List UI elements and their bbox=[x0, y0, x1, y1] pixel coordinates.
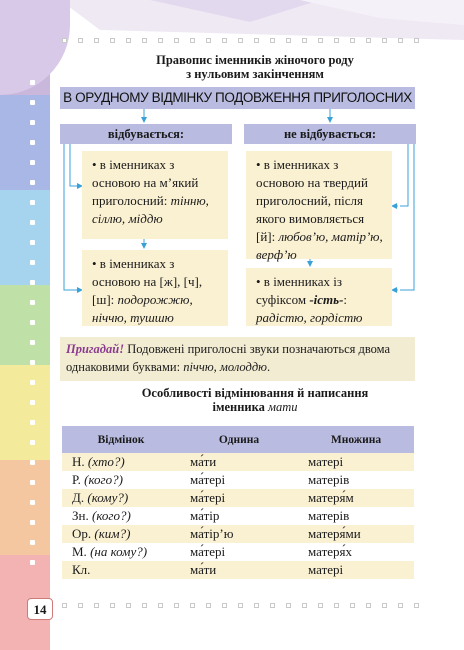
rule-box-hard-consonant bbox=[246, 151, 392, 262]
rainbow-side-bar bbox=[0, 0, 50, 650]
singular-cell: ма́тері bbox=[190, 472, 226, 487]
rule-text: • в іменниках з основою на твердий приголосний, після якого вимовляється [й]: bbox=[256, 157, 368, 244]
main-rule-header: В ОРУДНОМУ ВІДМІНКУ ПОДОВЖЕННЯ ПРИГОЛОСНИХ bbox=[60, 87, 415, 109]
rule-examples: радістю, гордістю bbox=[256, 310, 363, 325]
header-singular: Однина bbox=[180, 426, 298, 453]
plural-cell: матерів bbox=[308, 508, 350, 523]
case-cell: М. (на кому?) bbox=[72, 544, 148, 559]
rule-text: • в іменниках з основою на [ж], [ч], [ш]: bbox=[92, 256, 203, 307]
plural-cell: матері bbox=[298, 561, 414, 579]
table-row bbox=[62, 453, 414, 471]
singular-cell: ма́ти bbox=[180, 561, 298, 579]
rule-suffix: -ість- bbox=[309, 292, 344, 307]
recall-end: . bbox=[266, 360, 271, 374]
page-title-line1: Правопис іменників жіночого роду bbox=[156, 53, 354, 67]
page-number: 14 bbox=[27, 598, 53, 620]
rule-box-hissing-consonant bbox=[82, 250, 228, 326]
page-title-line2: з нульовим закінченням bbox=[186, 67, 324, 81]
table-row bbox=[62, 489, 414, 507]
case-cell: Кл. bbox=[62, 561, 180, 579]
recall-label: Пригадай! bbox=[66, 342, 125, 356]
plural-cell: матеря́м bbox=[298, 489, 414, 507]
table-row bbox=[62, 507, 414, 525]
table-row bbox=[62, 471, 414, 489]
singular-cell: ма́тері bbox=[180, 489, 298, 507]
rule-examples: подорожжю, ніччю, тушшю bbox=[92, 292, 193, 325]
table-title-word: мати bbox=[268, 400, 298, 414]
rule-examples: любов’ю, матір’ю, верф’ю bbox=[256, 229, 383, 262]
top-dotted-row bbox=[62, 38, 422, 44]
singular-cell: ма́тір bbox=[190, 508, 220, 523]
bottom-dotted-row bbox=[62, 603, 422, 609]
table-header-row bbox=[62, 426, 414, 453]
rule-text-colon: : bbox=[343, 292, 348, 307]
table-title bbox=[60, 386, 450, 414]
table-title-line1: Особливості відмінювання й написання bbox=[141, 386, 369, 400]
case-cell: Ор. (ким?) bbox=[62, 525, 180, 543]
rule-box-soft-consonant bbox=[82, 151, 228, 239]
plural-cell: матеря́х bbox=[308, 544, 353, 559]
table-row bbox=[62, 561, 414, 579]
declension-table bbox=[62, 426, 414, 579]
rule-box-suffix bbox=[246, 268, 392, 326]
plural-cell: матері bbox=[298, 453, 414, 471]
rule-examples: тінню, сіллю, міддю bbox=[92, 193, 209, 226]
plural-cell: матерів bbox=[308, 472, 350, 487]
case-cell: Р. (кого?) bbox=[72, 472, 123, 487]
plural-cell: матеря́ми bbox=[298, 525, 414, 543]
recall-examples: піччю, молоддю bbox=[183, 360, 267, 374]
header-plural: Множина bbox=[298, 426, 414, 453]
case-cell: Д. (кому?) bbox=[62, 489, 180, 507]
page-title bbox=[60, 53, 450, 81]
occurs-header: відбувається: bbox=[60, 124, 232, 144]
table-title-prefix: іменника bbox=[212, 400, 268, 414]
singular-cell: ма́тір’ю bbox=[180, 525, 298, 543]
rule-text: • в іменниках із суфіксом bbox=[256, 274, 343, 307]
case-cell: Зн. (кого?) bbox=[72, 508, 131, 523]
case-cell: Н. (хто?) bbox=[62, 453, 180, 471]
header-case: Відмінок bbox=[62, 426, 180, 453]
table-title-line2 bbox=[60, 400, 450, 414]
table-row bbox=[62, 525, 414, 543]
recall-text: Подовжені приголосні звуки позначаються двома однаковими буквами: bbox=[66, 342, 391, 374]
singular-cell: ма́тері bbox=[190, 544, 226, 559]
recall-note bbox=[60, 337, 415, 381]
rule-text: • в іменниках з основою на м’який приголосний: bbox=[92, 157, 199, 208]
singular-cell: ма́ти bbox=[180, 453, 298, 471]
table-row bbox=[62, 543, 414, 561]
not-occurs-header: не відбувається: bbox=[244, 124, 416, 144]
